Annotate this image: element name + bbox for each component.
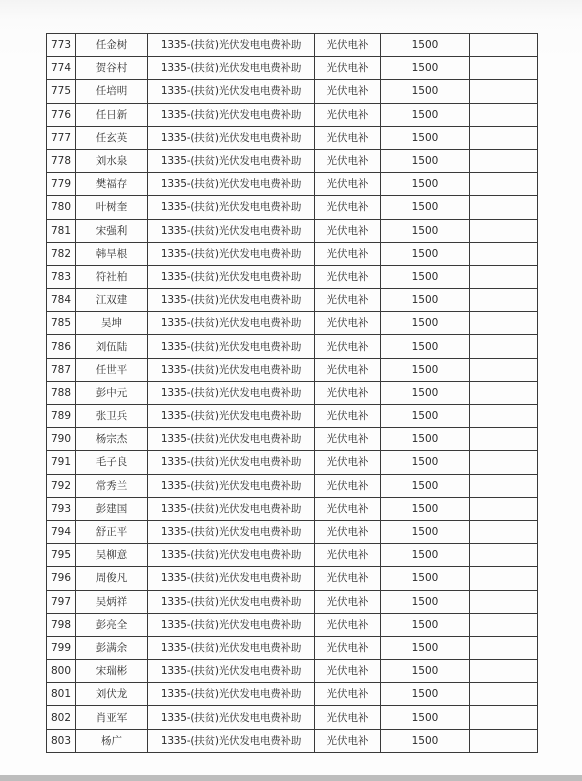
amount-cell: 1500 (381, 590, 470, 613)
blank-cell (470, 80, 538, 103)
row-number-cell: 795 (47, 544, 76, 567)
amount-cell: 1500 (381, 358, 470, 381)
subsidy-type-cell: 光伏电补 (315, 126, 381, 149)
amount-cell: 1500 (381, 219, 470, 242)
subsidy-type-cell: 光伏电补 (315, 265, 381, 288)
blank-cell (470, 335, 538, 358)
subsidy-type-cell: 光伏电补 (315, 405, 381, 428)
amount-cell: 1500 (381, 173, 470, 196)
table-row (47, 80, 538, 103)
recipient-name-cell: 韩旱根 (76, 242, 148, 265)
subsidy-item-cell: 1335-(扶贫)光伏发电电费补助 (148, 57, 315, 80)
subsidy-type-cell: 光伏电补 (315, 242, 381, 265)
amount-cell: 1500 (381, 544, 470, 567)
subsidy-item-cell: 1335-(扶贫)光伏发电电费补助 (148, 149, 315, 172)
subsidy-type-cell: 光伏电补 (315, 219, 381, 242)
row-number-cell: 780 (47, 196, 76, 219)
row-number-cell: 794 (47, 520, 76, 543)
recipient-name-cell: 吴柳意 (76, 544, 148, 567)
row-number-cell: 803 (47, 729, 76, 752)
amount-cell: 1500 (381, 636, 470, 659)
amount-cell: 1500 (381, 474, 470, 497)
table-row (47, 103, 538, 126)
row-number-cell: 782 (47, 242, 76, 265)
subsidy-item-cell: 1335-(扶贫)光伏发电电费补助 (148, 289, 315, 312)
blank-cell (470, 381, 538, 404)
table-row (47, 265, 538, 288)
amount-cell: 1500 (381, 520, 470, 543)
subsidy-item-cell: 1335-(扶贫)光伏发电电费补助 (148, 660, 315, 683)
row-number-cell: 785 (47, 312, 76, 335)
subsidy-item-cell: 1335-(扶贫)光伏发电电费补助 (148, 474, 315, 497)
blank-cell (470, 358, 538, 381)
recipient-name-cell: 任日新 (76, 103, 148, 126)
amount-cell: 1500 (381, 729, 470, 752)
table-row (47, 451, 538, 474)
table-row (47, 219, 538, 242)
subsidy-item-cell: 1335-(扶贫)光伏发电电费补助 (148, 451, 315, 474)
subsidy-item-cell: 1335-(扶贫)光伏发电电费补助 (148, 428, 315, 451)
subsidy-item-cell: 1335-(扶贫)光伏发电电费补助 (148, 196, 315, 219)
subsidy-item-cell: 1335-(扶贫)光伏发电电费补助 (148, 126, 315, 149)
row-number-cell: 793 (47, 497, 76, 520)
blank-cell (470, 636, 538, 659)
amount-cell: 1500 (381, 149, 470, 172)
row-number-cell: 776 (47, 103, 76, 126)
table-row (47, 34, 538, 57)
row-number-cell: 781 (47, 219, 76, 242)
amount-cell: 1500 (381, 196, 470, 219)
subsidy-type-cell: 光伏电补 (315, 474, 381, 497)
subsidy-type-cell: 光伏电补 (315, 34, 381, 57)
amount-cell: 1500 (381, 80, 470, 103)
row-number-cell: 777 (47, 126, 76, 149)
recipient-name-cell: 任世平 (76, 358, 148, 381)
subsidy-item-cell: 1335-(扶贫)光伏发电电费补助 (148, 544, 315, 567)
blank-cell (470, 289, 538, 312)
subsidy-item-cell: 1335-(扶贫)光伏发电电费补助 (148, 265, 315, 288)
recipient-name-cell: 毛子良 (76, 451, 148, 474)
blank-cell (470, 660, 538, 683)
table-row (47, 242, 538, 265)
recipient-name-cell: 吴坤 (76, 312, 148, 335)
amount-cell: 1500 (381, 289, 470, 312)
table-row (47, 729, 538, 752)
recipient-name-cell: 杨宗杰 (76, 428, 148, 451)
amount-cell: 1500 (381, 683, 470, 706)
recipient-name-cell: 杨广 (76, 729, 148, 752)
row-number-cell: 775 (47, 80, 76, 103)
amount-cell: 1500 (381, 405, 470, 428)
subsidy-item-cell: 1335-(扶贫)光伏发电电费补助 (148, 242, 315, 265)
subsidy-item-cell: 1335-(扶贫)光伏发电电费补助 (148, 103, 315, 126)
table-body (47, 34, 538, 753)
table-row (47, 520, 538, 543)
amount-cell: 1500 (381, 660, 470, 683)
recipient-name-cell: 刘水泉 (76, 149, 148, 172)
recipient-name-cell: 叶树奎 (76, 196, 148, 219)
table-row (47, 173, 538, 196)
table-row (47, 358, 538, 381)
subsidy-type-cell: 光伏电补 (315, 428, 381, 451)
recipient-name-cell: 舒正平 (76, 520, 148, 543)
subsidy-type-cell: 光伏电补 (315, 196, 381, 219)
blank-cell (470, 405, 538, 428)
blank-cell (470, 544, 538, 567)
recipient-name-cell: 宋强利 (76, 219, 148, 242)
subsidy-item-cell: 1335-(扶贫)光伏发电电费补助 (148, 613, 315, 636)
recipient-name-cell: 宋瑞彬 (76, 660, 148, 683)
subsidy-type-cell: 光伏电补 (315, 57, 381, 80)
table-row (47, 126, 538, 149)
blank-cell (470, 451, 538, 474)
recipient-name-cell: 贺谷村 (76, 57, 148, 80)
table-row (47, 544, 538, 567)
row-number-cell: 784 (47, 289, 76, 312)
subsidy-item-cell: 1335-(扶贫)光伏发电电费补助 (148, 34, 315, 57)
subsidy-type-cell: 光伏电补 (315, 335, 381, 358)
blank-cell (470, 126, 538, 149)
recipient-name-cell: 彭中元 (76, 381, 148, 404)
blank-cell (470, 103, 538, 126)
row-number-cell: 798 (47, 613, 76, 636)
recipient-name-cell: 张卫兵 (76, 405, 148, 428)
table-row (47, 567, 538, 590)
amount-cell: 1500 (381, 381, 470, 404)
subsidy-type-cell: 光伏电补 (315, 544, 381, 567)
subsidy-item-cell: 1335-(扶贫)光伏发电电费补助 (148, 729, 315, 752)
subsidy-item-cell: 1335-(扶贫)光伏发电电费补助 (148, 312, 315, 335)
recipient-name-cell: 任培明 (76, 80, 148, 103)
subsidy-type-cell: 光伏电补 (315, 613, 381, 636)
subsidy-type-cell: 光伏电补 (315, 381, 381, 404)
subsidy-type-cell: 光伏电补 (315, 149, 381, 172)
row-number-cell: 799 (47, 636, 76, 659)
amount-cell: 1500 (381, 57, 470, 80)
row-number-cell: 797 (47, 590, 76, 613)
amount-cell: 1500 (381, 706, 470, 729)
amount-cell: 1500 (381, 567, 470, 590)
recipient-name-cell: 周俊凡 (76, 567, 148, 590)
blank-cell (470, 706, 538, 729)
blank-cell (470, 428, 538, 451)
row-number-cell: 774 (47, 57, 76, 80)
amount-cell: 1500 (381, 126, 470, 149)
table-row (47, 57, 538, 80)
table-row (47, 381, 538, 404)
subsidy-type-cell: 光伏电补 (315, 636, 381, 659)
subsidy-item-cell: 1335-(扶贫)光伏发电电费补助 (148, 497, 315, 520)
row-number-cell: 801 (47, 683, 76, 706)
subsidy-type-cell: 光伏电补 (315, 729, 381, 752)
blank-cell (470, 590, 538, 613)
amount-cell: 1500 (381, 265, 470, 288)
blank-cell (470, 613, 538, 636)
amount-cell: 1500 (381, 497, 470, 520)
recipient-name-cell: 肖亚军 (76, 706, 148, 729)
table-row (47, 636, 538, 659)
blank-cell (470, 729, 538, 752)
table-row (47, 196, 538, 219)
subsidy-type-cell: 光伏电补 (315, 358, 381, 381)
table-row (47, 405, 538, 428)
subsidy-item-cell: 1335-(扶贫)光伏发电电费补助 (148, 405, 315, 428)
row-number-cell: 792 (47, 474, 76, 497)
table-row (47, 590, 538, 613)
subsidy-item-cell: 1335-(扶贫)光伏发电电费补助 (148, 173, 315, 196)
subsidy-type-cell: 光伏电补 (315, 289, 381, 312)
amount-cell: 1500 (381, 34, 470, 57)
subsidy-type-cell: 光伏电补 (315, 451, 381, 474)
table-row (47, 428, 538, 451)
row-number-cell: 783 (47, 265, 76, 288)
table-row (47, 660, 538, 683)
amount-cell: 1500 (381, 335, 470, 358)
table-row (47, 683, 538, 706)
subsidy-item-cell: 1335-(扶贫)光伏发电电费补助 (148, 520, 315, 543)
blank-cell (470, 474, 538, 497)
recipient-name-cell: 刘伏龙 (76, 683, 148, 706)
blank-cell (470, 520, 538, 543)
blank-cell (470, 219, 538, 242)
recipient-name-cell: 江双建 (76, 289, 148, 312)
amount-cell: 1500 (381, 613, 470, 636)
table-row (47, 312, 538, 335)
subsidy-type-cell: 光伏电补 (315, 80, 381, 103)
blank-cell (470, 196, 538, 219)
amount-cell: 1500 (381, 451, 470, 474)
row-number-cell: 796 (47, 567, 76, 590)
row-number-cell: 791 (47, 451, 76, 474)
blank-cell (470, 312, 538, 335)
subsidy-type-cell: 光伏电补 (315, 312, 381, 335)
blank-cell (470, 567, 538, 590)
row-number-cell: 802 (47, 706, 76, 729)
recipient-name-cell: 常秀兰 (76, 474, 148, 497)
blank-cell (470, 57, 538, 80)
row-number-cell: 790 (47, 428, 76, 451)
scan-bottom-edge (0, 775, 582, 781)
table-row (47, 474, 538, 497)
table-row (47, 149, 538, 172)
blank-cell (470, 34, 538, 57)
subsidy-item-cell: 1335-(扶贫)光伏发电电费补助 (148, 335, 315, 358)
row-number-cell: 779 (47, 173, 76, 196)
subsidy-type-cell: 光伏电补 (315, 497, 381, 520)
table-row (47, 289, 538, 312)
subsidy-item-cell: 1335-(扶贫)光伏发电电费补助 (148, 381, 315, 404)
subsidy-type-cell: 光伏电补 (315, 520, 381, 543)
subsidy-item-cell: 1335-(扶贫)光伏发电电费补助 (148, 683, 315, 706)
blank-cell (470, 173, 538, 196)
recipient-name-cell: 任金树 (76, 34, 148, 57)
table-row (47, 497, 538, 520)
subsidy-item-cell: 1335-(扶贫)光伏发电电费补助 (148, 567, 315, 590)
subsidy-type-cell: 光伏电补 (315, 173, 381, 196)
row-number-cell: 778 (47, 149, 76, 172)
row-number-cell: 800 (47, 660, 76, 683)
recipient-name-cell: 任玄英 (76, 126, 148, 149)
subsidy-type-cell: 光伏电补 (315, 567, 381, 590)
subsidy-item-cell: 1335-(扶贫)光伏发电电费补助 (148, 636, 315, 659)
subsidy-type-cell: 光伏电补 (315, 683, 381, 706)
amount-cell: 1500 (381, 428, 470, 451)
subsidy-type-cell: 光伏电补 (315, 103, 381, 126)
subsidy-item-cell: 1335-(扶贫)光伏发电电费补助 (148, 219, 315, 242)
table-row (47, 706, 538, 729)
table-row (47, 335, 538, 358)
row-number-cell: 787 (47, 358, 76, 381)
blank-cell (470, 149, 538, 172)
subsidy-item-cell: 1335-(扶贫)光伏发电电费补助 (148, 80, 315, 103)
row-number-cell: 789 (47, 405, 76, 428)
blank-cell (470, 242, 538, 265)
recipient-name-cell: 樊福存 (76, 173, 148, 196)
row-number-cell: 786 (47, 335, 76, 358)
table-row (47, 613, 538, 636)
recipient-name-cell: 符社柏 (76, 265, 148, 288)
subsidy-recipient-table (46, 33, 538, 753)
subsidy-type-cell: 光伏电补 (315, 590, 381, 613)
amount-cell: 1500 (381, 242, 470, 265)
recipient-name-cell: 彭建国 (76, 497, 148, 520)
recipient-name-cell: 彭满余 (76, 636, 148, 659)
subsidy-item-cell: 1335-(扶贫)光伏发电电费补助 (148, 358, 315, 381)
subsidy-item-cell: 1335-(扶贫)光伏发电电费补助 (148, 706, 315, 729)
blank-cell (470, 265, 538, 288)
recipient-name-cell: 刘伍陆 (76, 335, 148, 358)
blank-cell (470, 683, 538, 706)
row-number-cell: 788 (47, 381, 76, 404)
subsidy-type-cell: 光伏电补 (315, 660, 381, 683)
blank-cell (470, 497, 538, 520)
amount-cell: 1500 (381, 312, 470, 335)
recipient-name-cell: 吴炳祥 (76, 590, 148, 613)
subsidy-type-cell: 光伏电补 (315, 706, 381, 729)
row-number-cell: 773 (47, 34, 76, 57)
recipient-name-cell: 彭亮全 (76, 613, 148, 636)
amount-cell: 1500 (381, 103, 470, 126)
subsidy-item-cell: 1335-(扶贫)光伏发电电费补助 (148, 590, 315, 613)
